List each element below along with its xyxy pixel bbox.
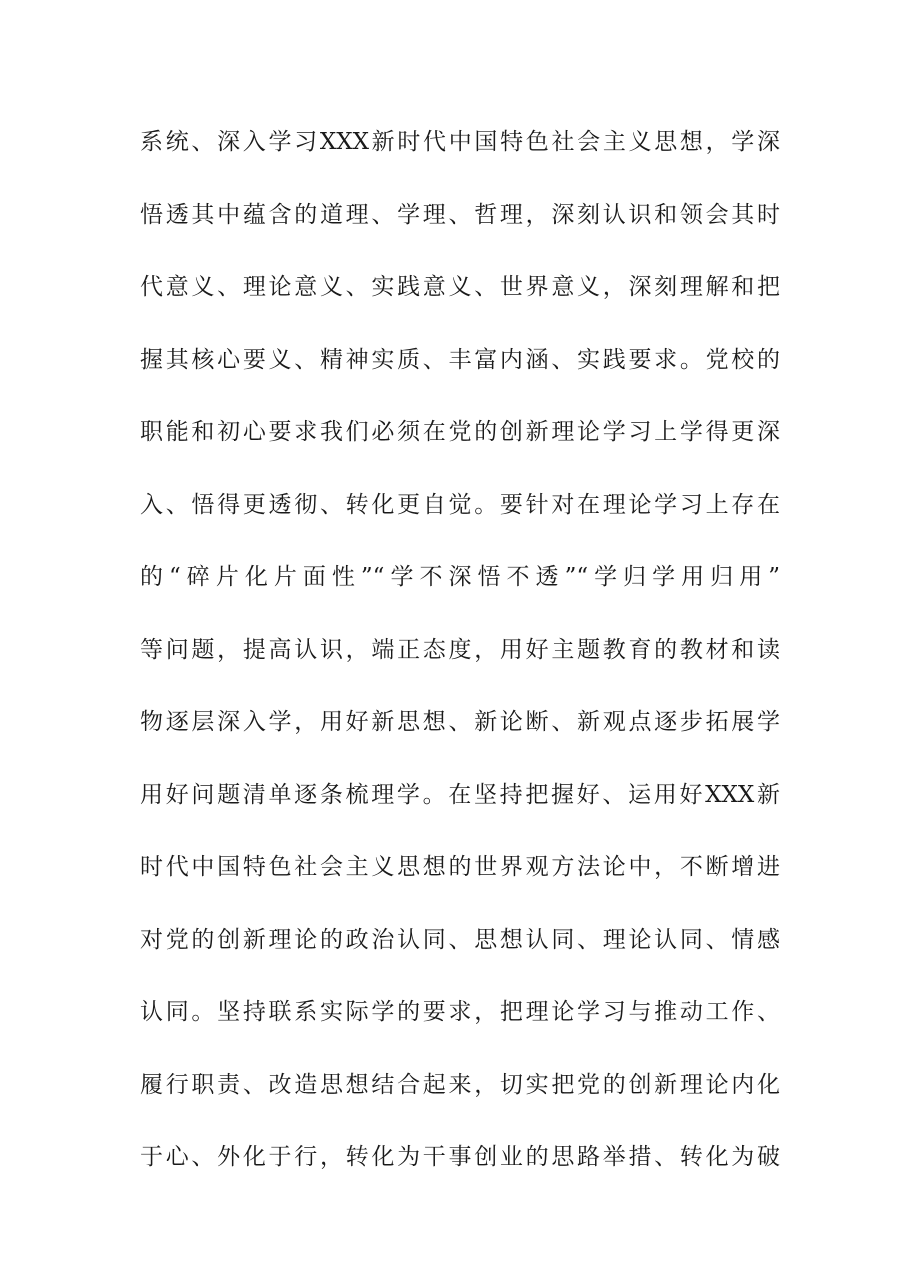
text-line-1: 系统、深入学习XXX新时代中国特色社会主义思想，学深 (140, 129, 780, 155)
text-line-11: 时代中国特色社会主义思想的世界观方法论中，不断增进 (140, 854, 780, 880)
text-line-7: 的“碎片化片面性”“学不深悟不透”“学归学用归用” (140, 564, 780, 590)
text-line-2: 悟透其中蕴含的道理、学理、哲理，深刻认识和领会其时 (140, 201, 780, 228)
text-line-8: 等问题，提高认识，端正态度，用好主题教育的教材和读 (140, 636, 780, 663)
body-text (140, 114, 780, 1202)
text-line-14: 履行职责、改造思想结合起来，切实把党的创新理论内化 (140, 1071, 780, 1098)
text-line-10: 用好问题清单逐条梳理学。在坚持把握好、运用好XXX新 (140, 781, 780, 808)
text-line-4: 握其核心要义、精神实质、丰富内涵、实践要求。党校的 (140, 346, 780, 373)
text-line-9: 物逐层深入学，用好新思想、新论断、新观点逐步拓展学 (140, 709, 780, 735)
text-line-5: 职能和初心要求我们必须在党的创新理论学习上学得更深 (140, 419, 780, 445)
text-line-15: 于心、外化于行，转化为干事创业的思路举措、转化为破 (140, 1144, 780, 1170)
text-line-3: 代意义、理论意义、实践意义、世界意义，深刻理解和把 (140, 274, 780, 300)
text-line-13: 认同。坚持联系实际学的要求，把理论学习与推动工作、 (140, 999, 780, 1025)
text-line-12: 对党的创新理论的政治认同、思想认同、理论认同、情感 (140, 926, 780, 953)
text-line-6: 入、悟得更透彻、转化更自觉。要针对在理论学习上存在 (140, 491, 780, 518)
